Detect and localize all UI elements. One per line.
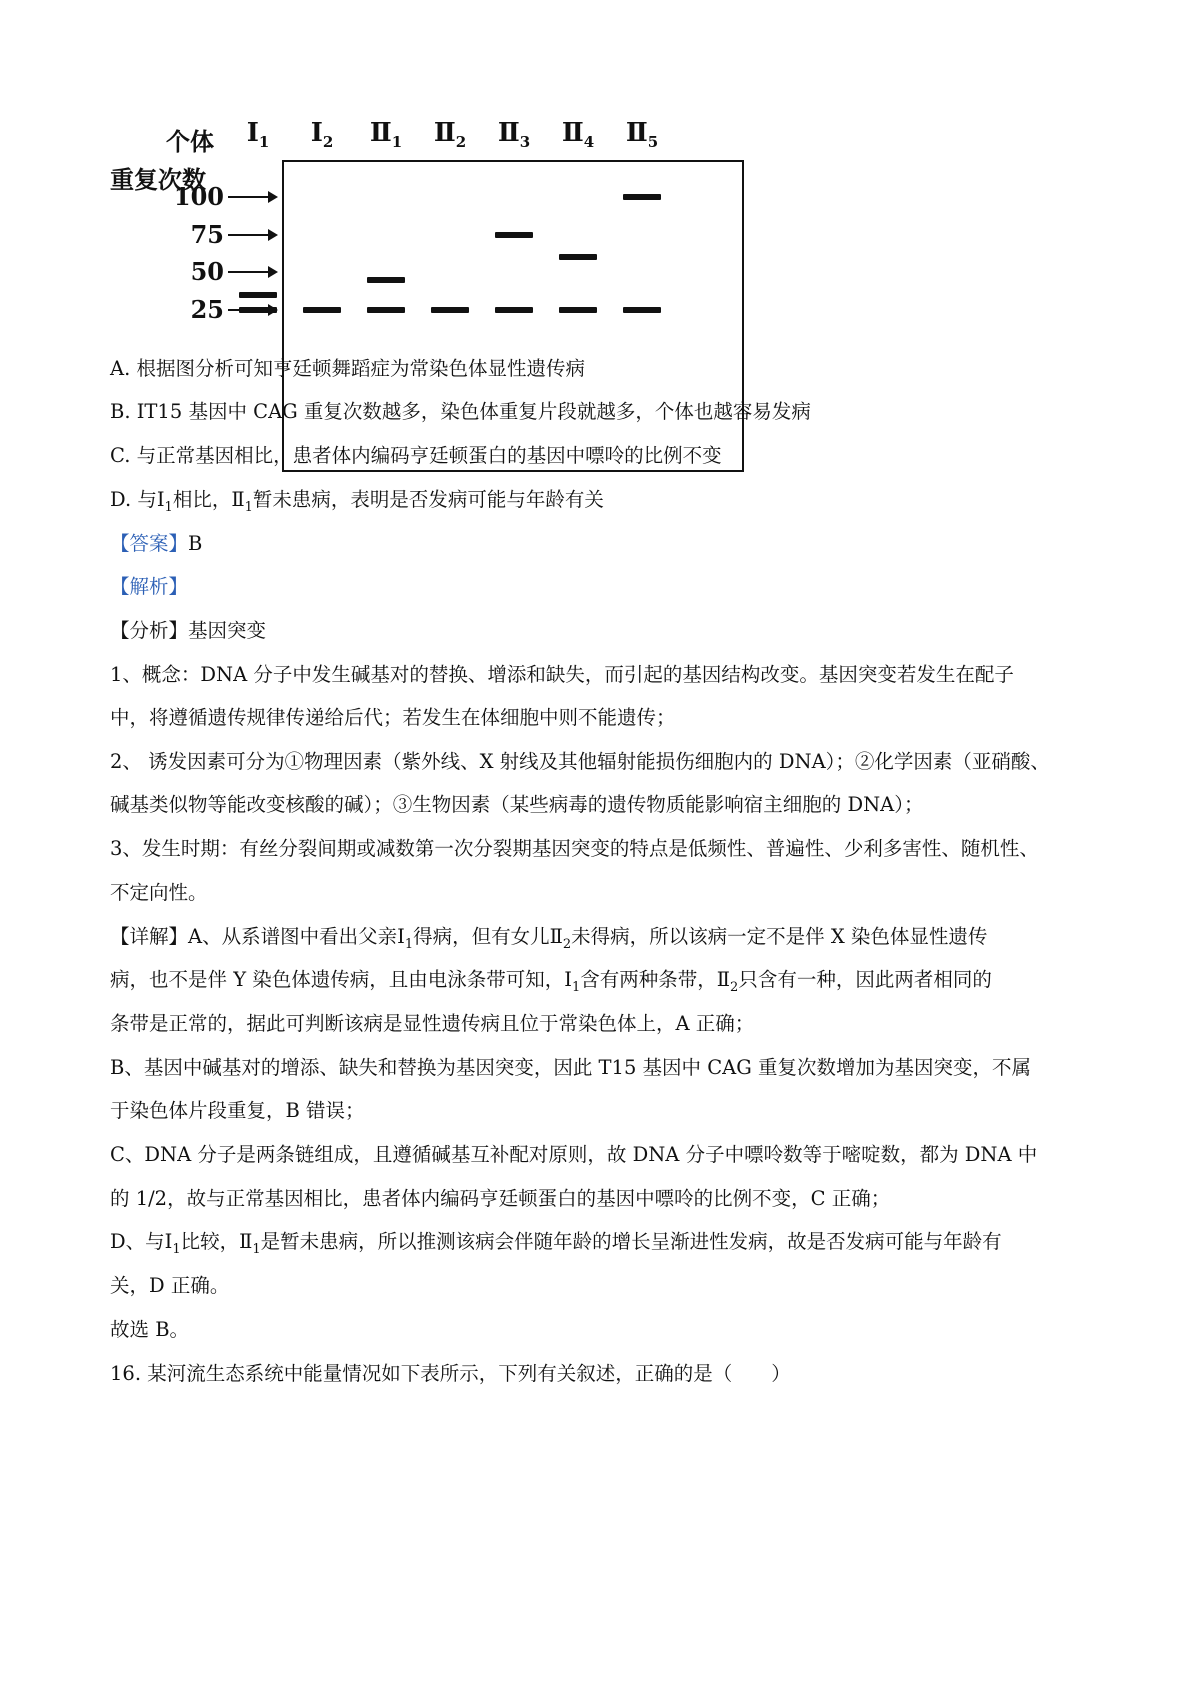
- lane-label: $Ⅱ_5$: [625, 118, 659, 152]
- detail-a-line3: 条带是正常的，据此可判断该病是显性遗传病且位于常染色体上，A 正确；: [110, 1012, 755, 1035]
- lane-label: $Ⅰ_1$: [246, 118, 270, 152]
- y-tick-arrow: [228, 234, 276, 236]
- electrophoresis-figure: [110, 118, 750, 362]
- gel-band: [303, 307, 341, 313]
- y-tick-arrow: [228, 196, 276, 198]
- gel-band: [239, 307, 277, 313]
- gel-band: [431, 307, 469, 313]
- gel-band: [495, 307, 533, 313]
- lane-label: $Ⅱ_3$: [497, 118, 531, 152]
- gel-band: [559, 307, 597, 313]
- gel-box: [282, 160, 744, 472]
- answer-tag: 【答案】: [110, 532, 189, 555]
- option-b: B. IT15 基因中 CAG 重复次数越多，染色体重复片段就越多，个体也越容易发病: [110, 400, 811, 423]
- analysis-tag: 【解析】: [110, 575, 189, 598]
- analysis-line: 不定向性。: [110, 881, 208, 904]
- question-16: 16. 某河流生态系统中能量情况如下表所示，下列有关叙述，正确的是（ ）: [110, 1362, 791, 1385]
- gel-band: [495, 232, 533, 238]
- lane-label: $Ⅰ_2$: [310, 118, 334, 152]
- analysis-line: 2、 诱发因素可分为①物理因素（紫外线、X 射线及其他辐射能损伤细胞内的 DNA）；②化学因素（亚硝酸、: [110, 750, 1050, 773]
- gel-band: [623, 194, 661, 200]
- y-tick-label: 100: [173, 182, 224, 211]
- detail-c-line1: C、DNA 分子是两条链组成，且遵循碱基互补配对原则，故 DNA 分子中嘌呤数等于嘧啶数，都为 DNA 中: [110, 1143, 1038, 1166]
- analysis-line: 中，将遵循遗传规律传递给后代；若发生在体细胞中则不能遗传；: [110, 706, 676, 729]
- analysis-line: 1、概念：DNA 分子中发生碱基对的替换、增添和缺失，而引起的基因结构改变。基因突变若发生在配子: [110, 663, 1014, 686]
- lane-label: $Ⅱ_2$: [433, 118, 467, 152]
- option-c: C. 与正常基因相比，患者体内编码亨廷顿蛋白的基因中嘌呤的比例不变: [110, 444, 722, 467]
- y-tick-label: 25: [190, 295, 224, 324]
- detail-a-line2: 病，也不是伴 Y 染色体遗传病，且由电泳条带可知，$Ⅰ_1$含有两种条带，$Ⅱ_2$只含有一种，因此两者相同的: [110, 968, 992, 995]
- lane-label: $Ⅱ_1$: [369, 118, 403, 152]
- gel-band: [239, 292, 277, 298]
- answer-value: B: [188, 532, 203, 555]
- gel-band: [367, 277, 405, 283]
- answer-line: [110, 531, 202, 557]
- detail-b-line1: B、基因中碱基对的增添、缺失和替换为基因突变，因此 T15 基因中 CAG 重复次数增加为基因突变，不属: [110, 1056, 1032, 1079]
- y-tick-label: 50: [190, 257, 224, 287]
- detail-c-line2: 的 1/2，故与正常基因相比，患者体内编码亨廷顿蛋白的基因中嘌呤的比例不变，C 正确；: [110, 1187, 891, 1210]
- option-a: A. 根据图分析可知亨廷顿舞蹈症为常染色体显性遗传病: [110, 357, 585, 380]
- detail-d-line1: D、与$Ⅰ_1$比较，$Ⅱ_1$是暂未患病，所以推测该病会伴随年龄的增长呈渐进性发病，故是否发病可能与年龄有: [110, 1230, 1002, 1257]
- figure-title: 个体: [166, 127, 214, 156]
- option-d: D. 与$Ⅰ_1$相比，$Ⅱ_1$暂未患病，表明是否发病可能与年龄有关: [110, 488, 604, 515]
- conclusion: 故选 B。: [110, 1318, 190, 1341]
- gel-band: [623, 307, 661, 313]
- y-tick-arrow: [228, 271, 276, 273]
- gel-band: [559, 254, 597, 260]
- detail-b-line2: 于染色体片段重复，B 错误；: [110, 1099, 365, 1122]
- detail-a-line1: 【详解】A、从系谱图中看出父亲$Ⅰ_1$得病，但有女儿$Ⅱ_2$未得病，所以该病一定不是伴 X 染色体显性遗传: [110, 925, 988, 952]
- y-tick-label: 75: [190, 219, 224, 249]
- analysis-line: 碱基类似物等能改变核酸的碱）；③生物因素（某些病毒的遗传物质能影响宿主细胞的 DNA）；: [110, 793, 924, 816]
- lane-label: $Ⅱ_4$: [561, 118, 595, 152]
- analysis-head: 【分析】基因突变: [110, 619, 267, 642]
- analysis-line: 3、发生时期：有丝分裂间期或减数第一次分裂期基因突变的特点是低频性、普遍性、少利多害性、随机性、: [110, 837, 1039, 860]
- gel-band: [367, 307, 405, 313]
- figure-ylabel: 重复次数: [110, 165, 206, 194]
- detail-d-line2: 关，D 正确。: [110, 1274, 230, 1297]
